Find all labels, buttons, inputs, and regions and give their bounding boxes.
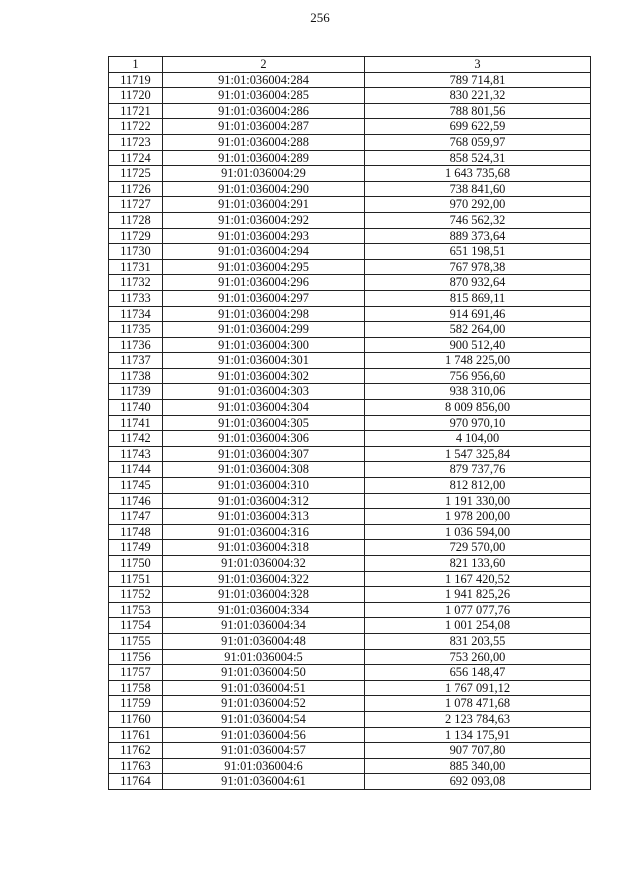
cadastral-number-cell: 91:01:036004:32 <box>163 556 365 572</box>
cadastral-number-cell: 91:01:036004:290 <box>163 181 365 197</box>
row-number-cell: 11736 <box>109 337 163 353</box>
table-row <box>109 259 591 275</box>
table-row <box>109 119 591 135</box>
value-cell: 789 714,81 <box>365 72 591 88</box>
table-row <box>109 306 591 322</box>
cadastral-number-cell: 91:01:036004:292 <box>163 212 365 228</box>
row-number-cell: 11738 <box>109 368 163 384</box>
value-cell: 729 570,00 <box>365 540 591 556</box>
cadastral-number-cell: 91:01:036004:291 <box>163 197 365 213</box>
cadastral-number-cell: 91:01:036004:303 <box>163 384 365 400</box>
row-number-cell: 11742 <box>109 431 163 447</box>
value-cell: 651 198,51 <box>365 244 591 260</box>
value-cell: 1 547 325,84 <box>365 446 591 462</box>
cadastral-number-cell: 91:01:036004:29 <box>163 166 365 182</box>
table-row <box>109 462 591 478</box>
row-number-cell: 11735 <box>109 322 163 338</box>
value-cell: 4 104,00 <box>365 431 591 447</box>
value-cell: 1 978 200,00 <box>365 509 591 525</box>
cadastral-number-cell: 91:01:036004:293 <box>163 228 365 244</box>
table-body <box>109 72 591 789</box>
row-number-cell: 11740 <box>109 400 163 416</box>
value-cell: 970 292,00 <box>365 197 591 213</box>
row-number-cell: 11734 <box>109 306 163 322</box>
row-number-cell: 11758 <box>109 680 163 696</box>
value-cell: 1 078 471,68 <box>365 696 591 712</box>
value-cell: 812 812,00 <box>365 478 591 494</box>
table-row <box>109 509 591 525</box>
cadastral-number-cell: 91:01:036004:284 <box>163 72 365 88</box>
table-row <box>109 368 591 384</box>
value-cell: 879 737,76 <box>365 462 591 478</box>
table-row <box>109 166 591 182</box>
cadastral-number-cell: 91:01:036004:294 <box>163 244 365 260</box>
cadastral-number-cell: 91:01:036004:6 <box>163 758 365 774</box>
row-number-cell: 11755 <box>109 633 163 649</box>
cadastral-number-cell: 91:01:036004:52 <box>163 696 365 712</box>
table-row <box>109 711 591 727</box>
value-cell: 656 148,47 <box>365 665 591 681</box>
value-cell: 756 956,60 <box>365 368 591 384</box>
row-number-cell: 11748 <box>109 524 163 540</box>
value-cell: 1 001 254,08 <box>365 618 591 634</box>
table-row <box>109 524 591 540</box>
table-row <box>109 322 591 338</box>
value-cell: 692 093,08 <box>365 774 591 790</box>
value-cell: 8 009 856,00 <box>365 400 591 416</box>
column-header-cadastral-number: 2 <box>163 57 365 73</box>
cadastral-number-cell: 91:01:036004:312 <box>163 493 365 509</box>
cadastral-number-cell: 91:01:036004:316 <box>163 524 365 540</box>
cadastral-number-cell: 91:01:036004:297 <box>163 290 365 306</box>
cadastral-number-cell: 91:01:036004:57 <box>163 743 365 759</box>
table-row <box>109 337 591 353</box>
column-header-value: 3 <box>365 57 591 73</box>
cadastral-number-cell: 91:01:036004:50 <box>163 665 365 681</box>
cadastral-number-cell: 91:01:036004:301 <box>163 353 365 369</box>
table-row <box>109 197 591 213</box>
cadastral-number-cell: 91:01:036004:334 <box>163 602 365 618</box>
table-row <box>109 727 591 743</box>
value-cell: 768 059,97 <box>365 134 591 150</box>
table-row <box>109 88 591 104</box>
value-cell: 2 123 784,63 <box>365 711 591 727</box>
row-number-cell: 11759 <box>109 696 163 712</box>
table-row <box>109 665 591 681</box>
page-number: 256 <box>310 10 330 25</box>
value-cell: 1 036 594,00 <box>365 524 591 540</box>
table-row <box>109 72 591 88</box>
cadastral-number-cell: 91:01:036004:48 <box>163 633 365 649</box>
value-cell: 1 167 420,52 <box>365 571 591 587</box>
cadastral-value-table <box>108 56 591 790</box>
row-number-cell: 11754 <box>109 618 163 634</box>
row-number-cell: 11762 <box>109 743 163 759</box>
cadastral-number-cell: 91:01:036004:56 <box>163 727 365 743</box>
cadastral-number-cell: 91:01:036004:318 <box>163 540 365 556</box>
row-number-cell: 11737 <box>109 353 163 369</box>
value-cell: 582 264,00 <box>365 322 591 338</box>
value-cell: 746 562,32 <box>365 212 591 228</box>
table-row <box>109 493 591 509</box>
cadastral-number-cell: 91:01:036004:313 <box>163 509 365 525</box>
cadastral-number-cell: 91:01:036004:328 <box>163 587 365 603</box>
row-number-cell: 11730 <box>109 244 163 260</box>
table-row <box>109 353 591 369</box>
cadastral-number-cell: 91:01:036004:310 <box>163 478 365 494</box>
value-cell: 767 978,38 <box>365 259 591 275</box>
row-number-cell: 11745 <box>109 478 163 494</box>
table-row <box>109 150 591 166</box>
table-row <box>109 540 591 556</box>
value-cell: 889 373,64 <box>365 228 591 244</box>
table-row <box>109 290 591 306</box>
value-cell: 1 134 175,91 <box>365 727 591 743</box>
row-number-cell: 11750 <box>109 556 163 572</box>
table-row <box>109 478 591 494</box>
row-number-cell: 11752 <box>109 587 163 603</box>
value-cell: 1 191 330,00 <box>365 493 591 509</box>
row-number-cell: 11764 <box>109 774 163 790</box>
cadastral-number-cell: 91:01:036004:305 <box>163 415 365 431</box>
table-row <box>109 743 591 759</box>
table-row <box>109 384 591 400</box>
value-cell: 788 801,56 <box>365 103 591 119</box>
column-header-number: 1 <box>109 57 163 73</box>
value-cell: 900 512,40 <box>365 337 591 353</box>
value-cell: 1 941 825,26 <box>365 587 591 603</box>
row-number-cell: 11741 <box>109 415 163 431</box>
value-cell: 830 221,32 <box>365 88 591 104</box>
table-row <box>109 774 591 790</box>
row-number-cell: 11763 <box>109 758 163 774</box>
table-row <box>109 618 591 634</box>
row-number-cell: 11727 <box>109 197 163 213</box>
value-cell: 821 133,60 <box>365 556 591 572</box>
table-row <box>109 134 591 150</box>
table-row <box>109 228 591 244</box>
value-cell: 907 707,80 <box>365 743 591 759</box>
cadastral-number-cell: 91:01:036004:300 <box>163 337 365 353</box>
table-row <box>109 571 591 587</box>
cadastral-number-cell: 91:01:036004:302 <box>163 368 365 384</box>
row-number-cell: 11732 <box>109 275 163 291</box>
value-cell: 1 643 735,68 <box>365 166 591 182</box>
value-cell: 699 622,59 <box>365 119 591 135</box>
cadastral-number-cell: 91:01:036004:322 <box>163 571 365 587</box>
row-number-cell: 11761 <box>109 727 163 743</box>
table-row <box>109 415 591 431</box>
table-row <box>109 758 591 774</box>
cadastral-number-cell: 91:01:036004:307 <box>163 446 365 462</box>
row-number-cell: 11720 <box>109 88 163 104</box>
value-cell: 1 748 225,00 <box>365 353 591 369</box>
table-row <box>109 400 591 416</box>
row-number-cell: 11756 <box>109 649 163 665</box>
table-row <box>109 587 591 603</box>
cadastral-number-cell: 91:01:036004:286 <box>163 103 365 119</box>
row-number-cell: 11757 <box>109 665 163 681</box>
row-number-cell: 11760 <box>109 711 163 727</box>
cadastral-number-cell: 91:01:036004:5 <box>163 649 365 665</box>
value-cell: 831 203,55 <box>365 633 591 649</box>
cadastral-number-cell: 91:01:036004:61 <box>163 774 365 790</box>
value-cell: 1 767 091,12 <box>365 680 591 696</box>
table-row <box>109 275 591 291</box>
value-cell: 753 260,00 <box>365 649 591 665</box>
row-number-cell: 11739 <box>109 384 163 400</box>
row-number-cell: 11719 <box>109 72 163 88</box>
table-row <box>109 556 591 572</box>
row-number-cell: 11729 <box>109 228 163 244</box>
row-number-cell: 11721 <box>109 103 163 119</box>
row-number-cell: 11722 <box>109 119 163 135</box>
value-cell: 970 970,10 <box>365 415 591 431</box>
cadastral-number-cell: 91:01:036004:34 <box>163 618 365 634</box>
row-number-cell: 11746 <box>109 493 163 509</box>
cadastral-number-cell: 91:01:036004:299 <box>163 322 365 338</box>
table-row <box>109 431 591 447</box>
cadastral-number-cell: 91:01:036004:54 <box>163 711 365 727</box>
row-number-cell: 11733 <box>109 290 163 306</box>
cadastral-number-cell: 91:01:036004:308 <box>163 462 365 478</box>
table-row <box>109 649 591 665</box>
table-row <box>109 633 591 649</box>
cadastral-number-cell: 91:01:036004:306 <box>163 431 365 447</box>
table-row <box>109 680 591 696</box>
cadastral-number-cell: 91:01:036004:287 <box>163 119 365 135</box>
value-cell: 815 869,11 <box>365 290 591 306</box>
table-header-row <box>109 57 591 73</box>
cadastral-number-cell: 91:01:036004:298 <box>163 306 365 322</box>
value-cell: 858 524,31 <box>365 150 591 166</box>
value-cell: 938 310,06 <box>365 384 591 400</box>
table-row <box>109 602 591 618</box>
cadastral-number-cell: 91:01:036004:285 <box>163 88 365 104</box>
value-cell: 1 077 077,76 <box>365 602 591 618</box>
row-number-cell: 11751 <box>109 571 163 587</box>
cadastral-number-cell: 91:01:036004:288 <box>163 134 365 150</box>
table-row <box>109 181 591 197</box>
row-number-cell: 11743 <box>109 446 163 462</box>
cadastral-number-cell: 91:01:036004:296 <box>163 275 365 291</box>
row-number-cell: 11753 <box>109 602 163 618</box>
cadastral-number-cell: 91:01:036004:289 <box>163 150 365 166</box>
cadastral-number-cell: 91:01:036004:295 <box>163 259 365 275</box>
row-number-cell: 11744 <box>109 462 163 478</box>
row-number-cell: 11747 <box>109 509 163 525</box>
value-cell: 870 932,64 <box>365 275 591 291</box>
table-row <box>109 244 591 260</box>
value-cell: 738 841,60 <box>365 181 591 197</box>
row-number-cell: 11731 <box>109 259 163 275</box>
table-row <box>109 446 591 462</box>
row-number-cell: 11726 <box>109 181 163 197</box>
table-row <box>109 696 591 712</box>
row-number-cell: 11749 <box>109 540 163 556</box>
table-row <box>109 212 591 228</box>
value-cell: 914 691,46 <box>365 306 591 322</box>
row-number-cell: 11723 <box>109 134 163 150</box>
value-cell: 885 340,00 <box>365 758 591 774</box>
row-number-cell: 11724 <box>109 150 163 166</box>
cadastral-number-cell: 91:01:036004:51 <box>163 680 365 696</box>
row-number-cell: 11725 <box>109 166 163 182</box>
cadastral-number-cell: 91:01:036004:304 <box>163 400 365 416</box>
table-row <box>109 103 591 119</box>
row-number-cell: 11728 <box>109 212 163 228</box>
